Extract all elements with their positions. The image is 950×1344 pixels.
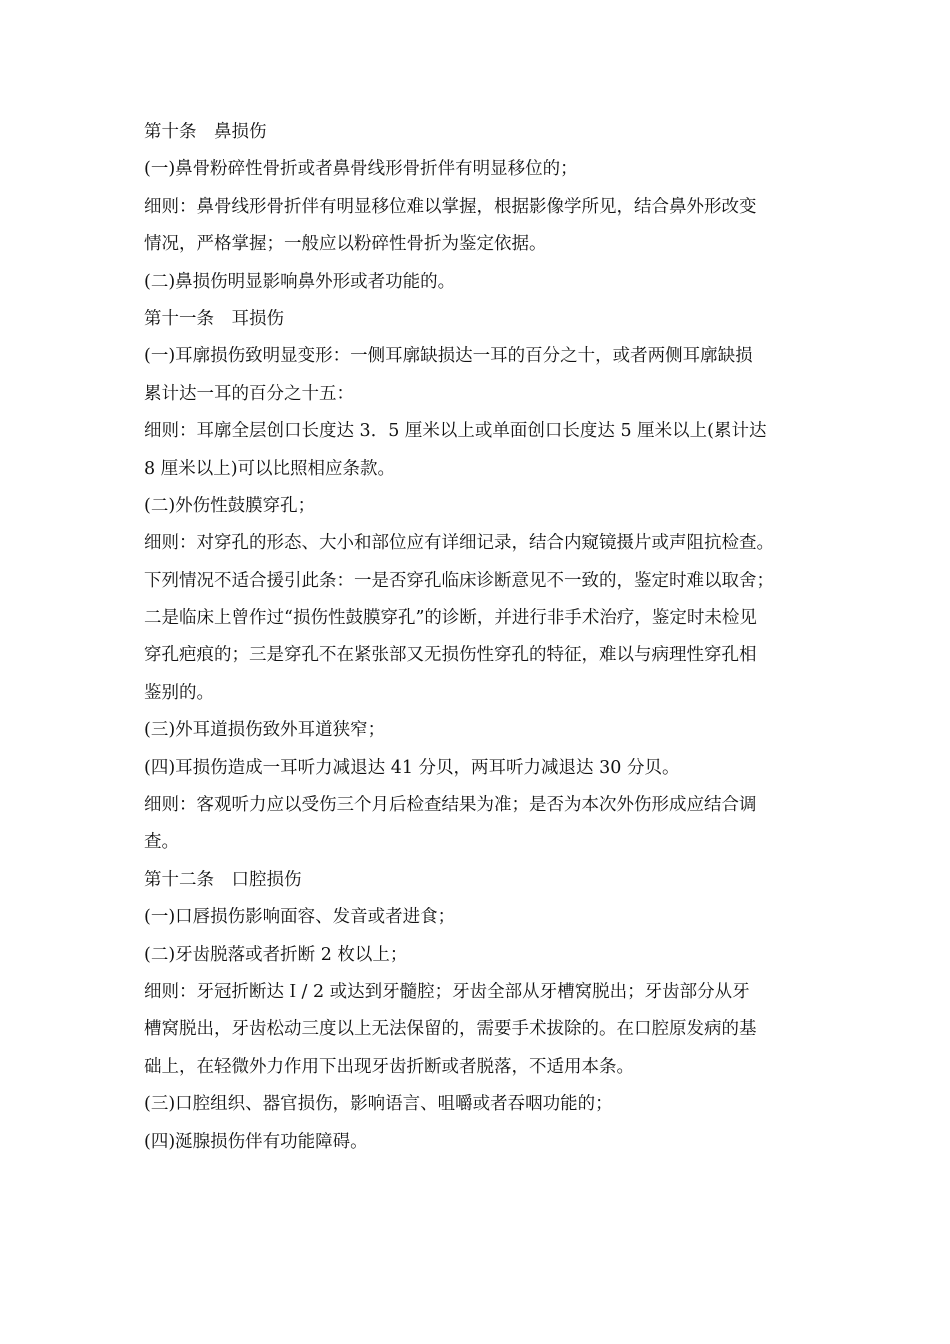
article-11-heading: 第十一条 耳损伤 <box>144 308 284 329</box>
text-line: 穿孔疤痕的；三是穿孔不在紧张部又无损伤性穿孔的特征，难以与病理性穿孔相 <box>144 645 757 666</box>
text-line: 细则：对穿孔的形态、大小和部位应有详细记录，结合内窥镜摄片或声阻抗检查。 <box>144 533 774 554</box>
text-line: (一)口唇损伤影响面容、发音或者进食； <box>144 907 456 928</box>
text-line: (三)外耳道损伤致外耳道狭窄； <box>144 720 386 741</box>
text-line: (四)涎腺损伤伴有功能障碍。 <box>144 1131 368 1152</box>
text-line: 细则：鼻骨线形骨折伴有明显移位难以掌握，根据影像学所见，结合鼻外形改变 <box>144 196 757 217</box>
text-line: 下列情况不适合援引此条：一是否穿孔临床诊断意见不一致的，鉴定时难以取舍； <box>144 570 774 591</box>
text-line: 二是临床上曾作过“损伤性鼓膜穿孔”的诊断，并进行非手术治疗，鉴定时未检见 <box>144 608 757 629</box>
text-line: (一)鼻骨粉碎性骨折或者鼻骨线形骨折伴有明显移位的； <box>144 159 578 180</box>
text-line: (一)耳廓损伤致明显变形：一侧耳廓缺损达一耳的百分之十，或者两侧耳廓缺损 <box>144 346 753 367</box>
text-line: 累计达一耳的百分之十五： <box>144 383 354 404</box>
text-line: (二)牙齿脱落或者折断 2 枚以上； <box>144 944 408 965</box>
text-line: (二)外伤性鼓膜穿孔； <box>144 495 316 516</box>
text-line: 细则：耳廓全层创口长度达 3．5 厘米以上或单面创口长度达 5 厘米以上(累计达 <box>144 421 767 442</box>
text-line: (三)口腔组织、器官损伤，影响语言、咀嚼或者吞咽功能的； <box>144 1094 613 1115</box>
text-line: (二)鼻损伤明显影响鼻外形或者功能的。 <box>144 271 456 292</box>
text-line: 细则：客观听力应以受伤三个月后检查结果为准；是否为本次外伤形成应结合调 <box>144 795 757 816</box>
text-line: 细则：牙冠折断达Ｉ/ 2 或达到牙髓腔；牙齿全部从牙槽窝脱出；牙齿部分从牙 <box>144 981 750 1002</box>
article-10-heading: 第十条 鼻损伤 <box>144 122 267 142</box>
text-line: 槽窝脱出，牙齿松动三度以上无法保留的，需要手术拔除的。在口腔原发病的基 <box>144 1019 757 1040</box>
text-line: 鉴别的。 <box>144 682 214 703</box>
text-line: 查。 <box>144 832 179 853</box>
text-line: 情况，严格掌握；一般应以粉碎性骨折为鉴定依据。 <box>144 234 547 255</box>
text-line: 8 厘米以上)可以比照相应条款。 <box>144 458 396 479</box>
text-line: 础上，在轻微外力作用下出现牙齿折断或者脱落，不适用本条。 <box>144 1056 634 1077</box>
text-line: (四)耳损伤造成一耳听力减退达 41 分贝，两耳听力减退达 30 分贝。 <box>144 757 680 778</box>
article-12-heading: 第十二条 口腔损伤 <box>144 869 302 890</box>
document-body <box>144 114 820 1161</box>
